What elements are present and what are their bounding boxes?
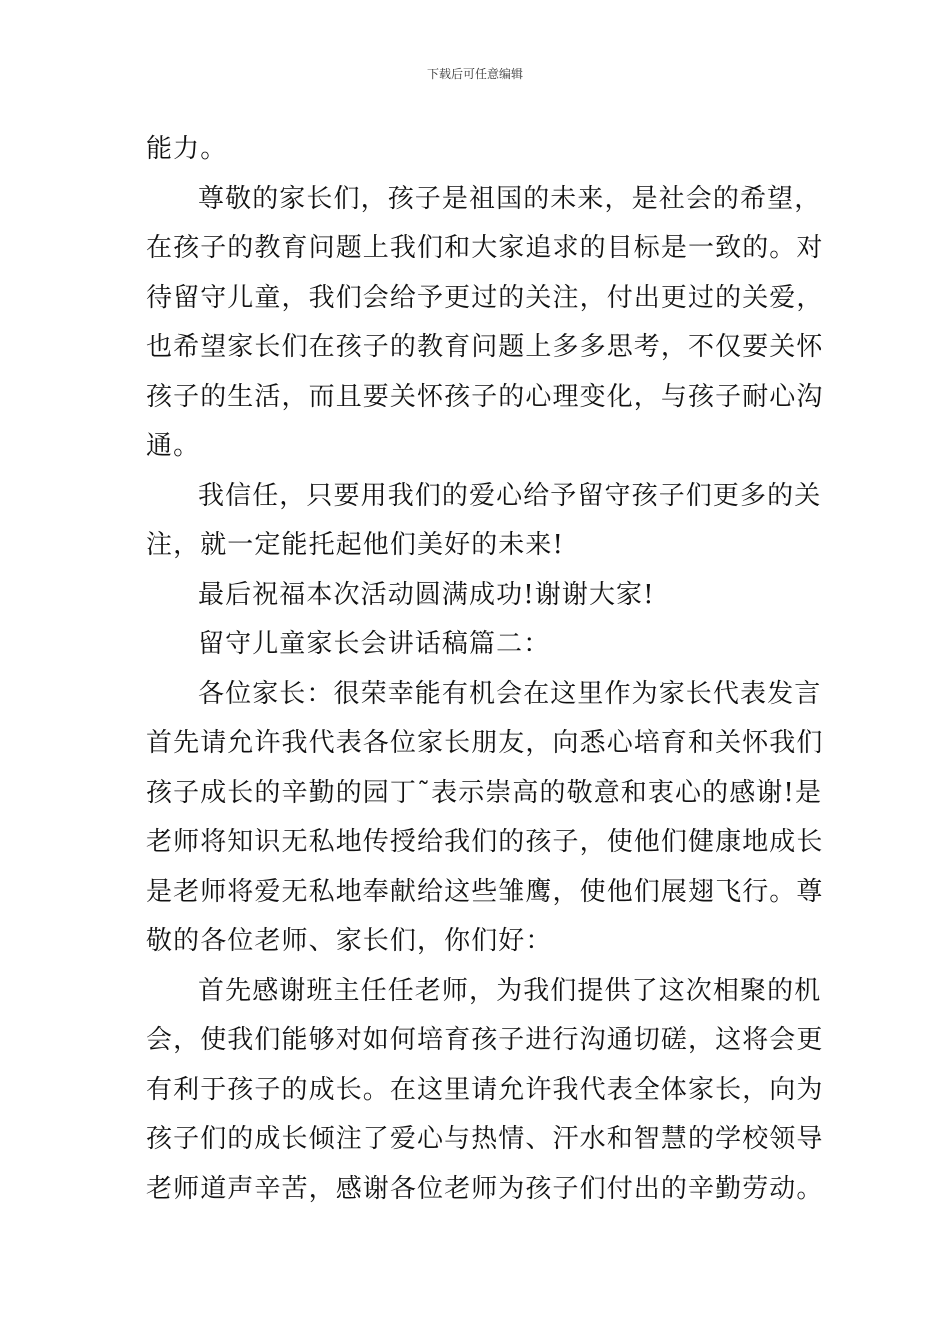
section-heading: 留守儿童家长会讲话稿篇二： [198, 629, 551, 659]
text-line: 能力。 [146, 134, 228, 164]
text-line: 注，就一定能托起他们美好的未来! [146, 530, 565, 560]
text-line: 敬的各位老师、家长们，你们好： [146, 926, 553, 956]
text-line: 孩子成长的辛勤的园丁˜表示崇高的敬意和衷心的感谢!是 [146, 777, 823, 808]
text-line: 孩子的生活，而且要关怀孩子的心理变化，与孩子耐心沟 [146, 381, 824, 412]
text-line: 会，使我们能够对如何培育孩子进行沟通切磋，这将会更 [146, 1025, 824, 1055]
document-body [146, 125, 824, 1214]
text-line: 孩子们的成长倾注了爱心与热情、汗水和智慧的学校领导 [146, 1124, 824, 1154]
text-line: 尊敬的家长们，孩子是祖国的未来，是社会的希望， [198, 183, 822, 214]
text-line: 也希望家长们在孩子的教育问题上多多思考，不仅要关怀 [146, 332, 824, 362]
text-line: 是老师将爱无私地奉献给这些雏鹰，使他们展翅飞行。尊 [146, 876, 824, 907]
text-line: 各位家长：很荣幸能有机会在这里作为家长代表发言 [198, 678, 822, 709]
text-line: 首先感谢班主任任老师，为我们提供了这次相聚的机 [198, 975, 822, 1006]
text-line: 待留守儿童，我们会给予更过的关注，付出更过的关爱， [146, 282, 824, 313]
text-line: 通。 [146, 431, 201, 461]
text-line: 在孩子的教育问题上我们和大家追求的目标是一致的。对 [146, 233, 824, 263]
text-line: 最后祝福本次活动圆满成功!谢谢大家! [198, 579, 655, 610]
text-line: 老师将知识无私地传授给我们的孩子，使他们健康地成长 [146, 827, 824, 857]
text-line: 首先请允许我代表各位家长朋友，向悉心培育和关怀我们 [146, 728, 824, 758]
text-line: 有利于孩子的成长。在这里请允许我代表全体家长，向为 [146, 1074, 824, 1105]
text-line: 老师道声辛苦，感谢各位老师为孩子们付出的辛勤劳动。 [146, 1173, 824, 1204]
text-line: 我信任，只要用我们的爱心给予留守孩子们更多的关 [198, 480, 822, 511]
page-header-note: 下载后可任意编辑 [426, 67, 523, 81]
